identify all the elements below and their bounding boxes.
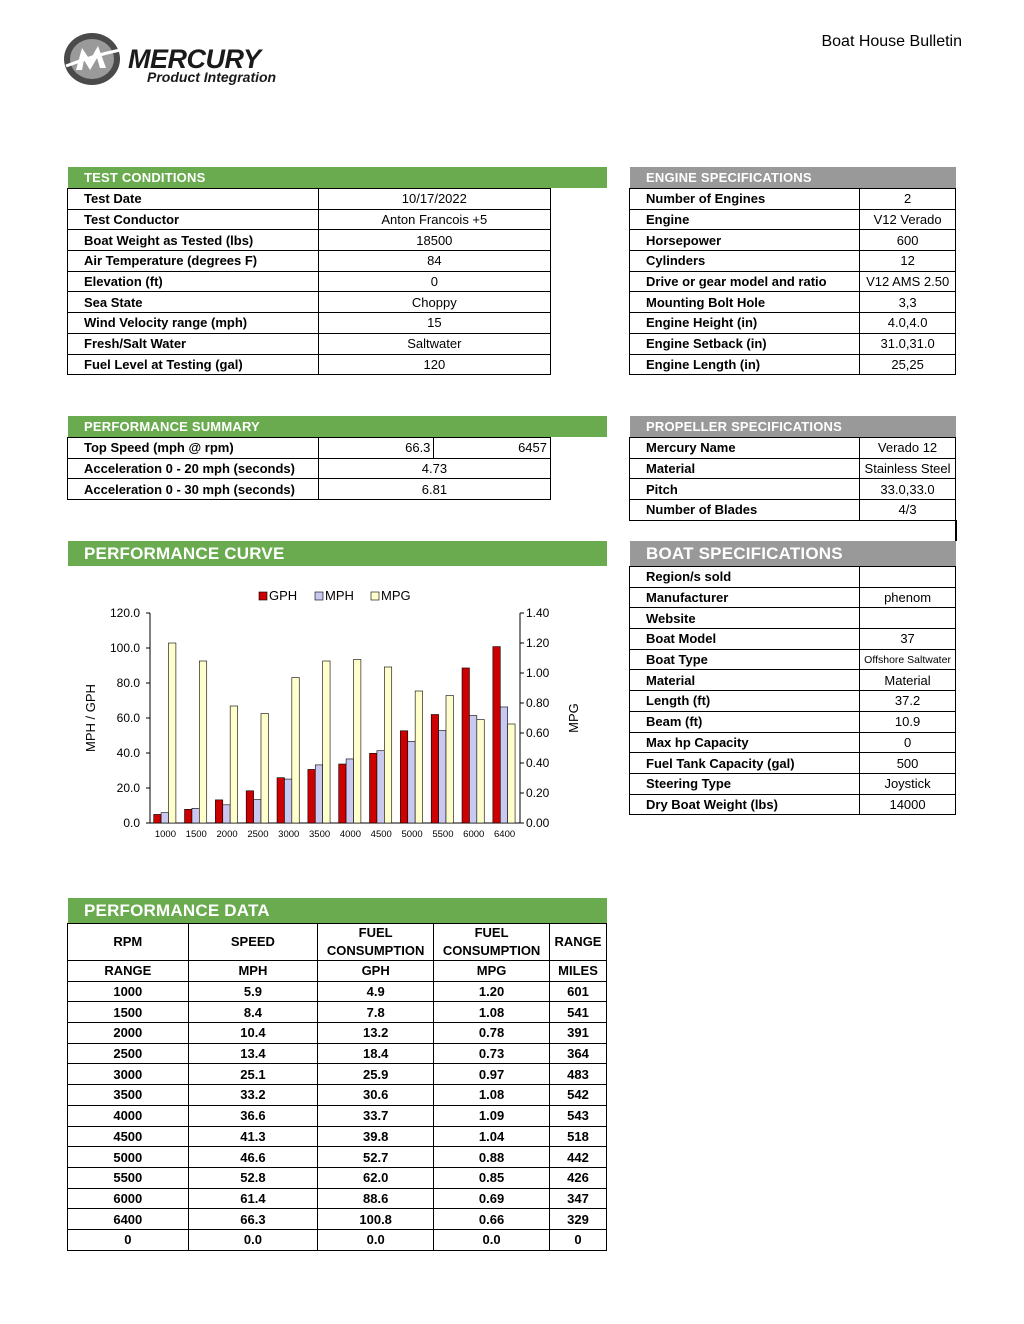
table-row <box>630 753 956 774</box>
cell-speed: 33.2 <box>188 1085 318 1106</box>
cell-range: 426 <box>550 1167 607 1188</box>
x-tick-label: 6400 <box>494 829 516 840</box>
bar-mph <box>223 805 230 823</box>
cell-rpm: 6000 <box>68 1188 189 1209</box>
row-label: Manufacturer <box>630 587 860 608</box>
cell-range: 364 <box>550 1043 607 1064</box>
cell-gph: 100.8 <box>318 1209 434 1230</box>
row-value: 2 <box>860 189 956 210</box>
row-label: Engine Height (in) <box>630 313 860 334</box>
row-value: 33.0,33.0 <box>860 479 956 500</box>
bar-gph <box>154 814 161 823</box>
column-header-speed: SPEED <box>188 924 318 961</box>
table-row <box>68 479 551 500</box>
cell-rpm: 0 <box>68 1229 189 1250</box>
bar-mpg <box>384 667 391 823</box>
bar-mpg <box>354 660 361 824</box>
bar-mpg <box>415 691 422 823</box>
table-row <box>68 189 551 210</box>
bar-mph <box>500 707 507 823</box>
row-value: 120 <box>318 354 550 375</box>
table-row <box>630 354 956 375</box>
column-header-range: RANGE <box>550 924 607 961</box>
cell-gph: 18.4 <box>318 1043 434 1064</box>
cell-range: 0 <box>550 1229 607 1250</box>
row-label: Pitch <box>630 479 860 500</box>
table-row <box>68 1023 607 1044</box>
row-label: Boat Weight as Tested (lbs) <box>68 230 319 251</box>
bar-gph <box>400 731 407 823</box>
row-label: Engine Length (in) <box>630 354 860 375</box>
bar-gph <box>308 769 315 823</box>
row-value: 18500 <box>318 230 550 251</box>
row-value: Joystick <box>860 773 956 794</box>
bar-mpg <box>261 714 268 824</box>
y2-tick-label: 0.40 <box>526 756 550 770</box>
table-row <box>630 333 956 354</box>
table-row <box>68 251 551 272</box>
column-header-fuel-mpg: FUEL CONSUMPTION <box>434 924 550 961</box>
table-row <box>630 649 956 670</box>
row-label: Elevation (ft) <box>68 271 319 292</box>
row-value: phenom <box>860 587 956 608</box>
row-label: Engine Setback (in) <box>630 333 860 354</box>
y-tick-label: 40.0 <box>116 746 140 760</box>
row-label: Dry Boat Weight (lbs) <box>630 794 860 815</box>
cell-rpm: 4500 <box>68 1126 189 1147</box>
performance-curve-header: PERFORMANCE CURVE <box>68 541 607 566</box>
row-label: Boat Model <box>630 629 860 650</box>
unit-header-gph: GPH <box>318 961 434 982</box>
header-row <box>68 924 607 961</box>
cell-rpm: 6400 <box>68 1209 189 1230</box>
legend-swatch-mph <box>315 592 323 600</box>
top-speed-rpm: 6457 <box>434 438 551 459</box>
cell-speed: 52.8 <box>188 1167 318 1188</box>
y2-tick-label: 1.20 <box>526 636 550 650</box>
x-tick-label: 4500 <box>370 829 392 840</box>
row-label: Fresh/Salt Water <box>68 333 319 354</box>
table-row <box>68 1085 607 1106</box>
table-row <box>68 1105 607 1126</box>
table-row <box>630 670 956 691</box>
x-tick-label: 3000 <box>278 829 300 840</box>
table-row <box>630 251 956 272</box>
bar-mpg <box>323 661 330 823</box>
row-value: Verado 12 <box>860 438 956 459</box>
bar-gph <box>431 715 438 824</box>
bar-mph <box>346 759 353 823</box>
row-value: 10/17/2022 <box>318 189 550 210</box>
row-label: Acceleration 0 - 20 mph (seconds) <box>68 458 319 479</box>
bar-mpg <box>169 643 176 823</box>
row-value: 10.9 <box>860 711 956 732</box>
cell-rpm: 3000 <box>68 1064 189 1085</box>
row-label: Fuel Tank Capacity (gal) <box>630 753 860 774</box>
cell-gph: 0.0 <box>318 1229 434 1250</box>
test-conditions-table <box>67 188 551 375</box>
row-value: Material <box>860 670 956 691</box>
unit-header-speed: MPH <box>188 961 318 982</box>
x-tick-label: 6000 <box>463 829 485 840</box>
cell-rpm: 1000 <box>68 981 189 1002</box>
boat-specs-table <box>629 566 956 815</box>
row-label: Material <box>630 458 860 479</box>
row-value <box>860 567 956 588</box>
brand-subtitle: Product Integration <box>147 69 277 85</box>
bar-mph <box>377 751 384 823</box>
table-row <box>68 313 551 334</box>
row-label: Sea State <box>68 292 319 313</box>
cell-mpg: 0.88 <box>434 1147 550 1168</box>
row-value: 0 <box>318 271 550 292</box>
bulletin-title: Boat House Bulletin <box>821 33 962 50</box>
cell-gph: 4.9 <box>318 981 434 1002</box>
cell-mpg: 0.0 <box>434 1229 550 1250</box>
table-row <box>630 732 956 753</box>
y2-tick-label: 0.00 <box>526 816 550 830</box>
bar-mph <box>315 765 322 823</box>
row-label: Beam (ft) <box>630 711 860 732</box>
legend-swatch-mpg <box>371 592 379 600</box>
table-row <box>68 1064 607 1085</box>
bar-mpg <box>292 678 299 824</box>
cell-speed: 36.6 <box>188 1105 318 1126</box>
table-row <box>68 1002 607 1023</box>
cell-gph: 88.6 <box>318 1188 434 1209</box>
cell-mpg: 1.20 <box>434 981 550 1002</box>
unit-header-mpg: MPG <box>434 961 550 982</box>
table-row <box>68 981 607 1002</box>
y-tick-label: 20.0 <box>116 781 140 795</box>
bar-gph <box>493 647 500 823</box>
row-label: Acceleration 0 - 30 mph (seconds) <box>68 479 319 500</box>
top-speed-mph: 66.3 <box>318 438 434 459</box>
row-label: Website <box>630 608 860 629</box>
cell-mpg: 0.97 <box>434 1064 550 1085</box>
x-tick-label: 5500 <box>432 829 454 840</box>
cell-rpm: 2500 <box>68 1043 189 1064</box>
table-row <box>68 209 551 230</box>
cell-range: 543 <box>550 1105 607 1126</box>
row-value: Saltwater <box>318 333 550 354</box>
row-label: Number of Blades <box>630 500 860 521</box>
cell-speed: 13.4 <box>188 1043 318 1064</box>
bar-mpg <box>508 724 515 823</box>
unit-header-miles: MILES <box>550 961 607 982</box>
table-row <box>630 189 956 210</box>
row-value: 0 <box>860 732 956 753</box>
row-value: 4.73 <box>318 458 550 479</box>
cell-speed: 25.1 <box>188 1064 318 1085</box>
row-label: Air Temperature (degrees F) <box>68 251 319 272</box>
row-label: Region/s sold <box>630 567 860 588</box>
row-label: Material <box>630 670 860 691</box>
column-header-rpm: RPM <box>68 924 189 961</box>
table-row <box>630 608 956 629</box>
bar-gph <box>185 809 192 823</box>
performance-chart <box>68 580 608 850</box>
cell-speed: 46.6 <box>188 1147 318 1168</box>
y-tick-label: 100.0 <box>109 641 140 655</box>
cell-gph: 13.2 <box>318 1023 434 1044</box>
legend-label-mph: MPH <box>325 588 354 603</box>
x-tick-label: 5000 <box>401 829 423 840</box>
unit-header-rpm: RANGE <box>68 961 189 982</box>
table-row <box>68 1229 607 1250</box>
row-label: Horsepower <box>630 230 860 251</box>
y-tick-label: 80.0 <box>116 676 140 690</box>
engine-specs-table <box>629 188 956 375</box>
table-row <box>630 773 956 794</box>
table-row <box>630 567 956 588</box>
x-tick-label: 3500 <box>309 829 331 840</box>
row-value: 600 <box>860 230 956 251</box>
row-value: 84 <box>318 251 550 272</box>
y2-tick-label: 0.60 <box>526 726 550 740</box>
bar-mph <box>408 741 415 823</box>
table-row <box>68 1043 607 1064</box>
test-conditions-header: TEST CONDITIONS <box>68 167 607 188</box>
row-value: 3,3 <box>860 292 956 313</box>
table-row <box>68 458 551 479</box>
column-header-fuel-gph: FUEL CONSUMPTION <box>318 924 434 961</box>
cell-rpm: 3500 <box>68 1085 189 1106</box>
table-row <box>630 711 956 732</box>
row-label: Cylinders <box>630 251 860 272</box>
y2-tick-label: 0.20 <box>526 786 550 800</box>
cell-range: 347 <box>550 1188 607 1209</box>
row-label: Test Date <box>68 189 319 210</box>
table-row <box>68 292 551 313</box>
bar-mph <box>439 731 446 823</box>
cell-speed: 0.0 <box>188 1229 318 1250</box>
row-value: Offshore Saltwater <box>860 649 956 670</box>
row-label: Drive or gear model and ratio <box>630 271 860 292</box>
row-label: Top Speed (mph @ rpm) <box>68 438 319 459</box>
table-row <box>68 1209 607 1230</box>
row-label: Fuel Level at Testing (gal) <box>68 354 319 375</box>
bar-mph <box>161 813 168 823</box>
y2-tick-label: 1.40 <box>526 606 550 620</box>
bar-mpg <box>230 706 237 823</box>
row-label: Test Conductor <box>68 209 319 230</box>
table-row <box>68 1126 607 1147</box>
row-value: 4.0,4.0 <box>860 313 956 334</box>
bar-gph <box>215 800 222 823</box>
x-tick-label: 2500 <box>247 829 269 840</box>
bar-mpg <box>199 661 206 823</box>
y-tick-label: 120.0 <box>109 606 140 620</box>
bar-gph <box>339 764 346 823</box>
row-value: V12 AMS 2.50 <box>860 271 956 292</box>
row-label: Mounting Bolt Hole <box>630 292 860 313</box>
cell-rpm: 5000 <box>68 1147 189 1168</box>
propeller-specs-header: PROPELLER SPECIFICATIONS <box>630 416 956 437</box>
table-row <box>630 587 956 608</box>
cell-speed: 5.9 <box>188 981 318 1002</box>
row-label: Number of Engines <box>630 189 860 210</box>
bar-gph <box>370 753 377 823</box>
row-value: 15 <box>318 313 550 334</box>
propeller-specs-table <box>629 437 956 521</box>
y2-axis-title: MPG <box>566 703 581 733</box>
performance-data-table <box>67 923 607 1251</box>
table-row <box>68 1167 607 1188</box>
performance-summary-table <box>67 437 551 500</box>
cell-mpg: 0.85 <box>434 1167 550 1188</box>
table-row <box>630 271 956 292</box>
bar-mph <box>469 716 476 823</box>
cell-range: 442 <box>550 1147 607 1168</box>
cell-range: 483 <box>550 1064 607 1085</box>
bar-mph <box>254 800 261 823</box>
cell-gph: 62.0 <box>318 1167 434 1188</box>
y-tick-label: 60.0 <box>116 711 140 725</box>
cell-range: 601 <box>550 981 607 1002</box>
row-label: Wind Velocity range (mph) <box>68 313 319 334</box>
bar-mph <box>284 779 291 823</box>
x-tick-label: 1000 <box>154 829 176 840</box>
y-tick-label: 0.0 <box>123 816 140 830</box>
cell-range: 541 <box>550 1002 607 1023</box>
cell-mpg: 0.66 <box>434 1209 550 1230</box>
y2-tick-label: 0.80 <box>526 696 550 710</box>
cell-speed: 41.3 <box>188 1126 318 1147</box>
bar-gph <box>246 791 253 823</box>
table-row <box>630 794 956 815</box>
cell-rpm: 4000 <box>68 1105 189 1126</box>
row-value: 37.2 <box>860 691 956 712</box>
cell-mpg: 1.04 <box>434 1126 550 1147</box>
row-value: 4/3 <box>860 500 956 521</box>
table-row <box>68 333 551 354</box>
cell-speed: 10.4 <box>188 1023 318 1044</box>
row-value: V12 Verado <box>860 209 956 230</box>
cell-rpm: 2000 <box>68 1023 189 1044</box>
cell-range: 542 <box>550 1085 607 1106</box>
table-row <box>68 1147 607 1168</box>
header-row <box>68 961 607 982</box>
legend-label-gph: GPH <box>269 588 298 603</box>
table-row <box>630 209 956 230</box>
x-tick-label: 4000 <box>339 829 361 840</box>
cell-gph: 7.8 <box>318 1002 434 1023</box>
row-value: 37 <box>860 629 956 650</box>
table-row <box>630 438 956 459</box>
cell-gph: 30.6 <box>318 1085 434 1106</box>
cell-rpm: 5500 <box>68 1167 189 1188</box>
row-value: 500 <box>860 753 956 774</box>
y-axis-title: MPH / GPH <box>83 684 98 752</box>
brand-name: MERCURY <box>128 44 261 74</box>
row-value: Anton Francois +5 <box>318 209 550 230</box>
cell-mpg: 0.73 <box>434 1043 550 1064</box>
cell-rpm: 1500 <box>68 1002 189 1023</box>
cell-speed: 66.3 <box>188 1209 318 1230</box>
table-row <box>630 500 956 521</box>
x-tick-label: 1500 <box>185 829 207 840</box>
table-row <box>68 354 551 375</box>
legend-label-mpg: MPG <box>381 588 411 603</box>
table-row <box>68 271 551 292</box>
row-value: Stainless Steel <box>860 458 956 479</box>
cell-mpg: 1.09 <box>434 1105 550 1126</box>
cell-mpg: 1.08 <box>434 1002 550 1023</box>
row-value: 6.81 <box>318 479 550 500</box>
performance-data-header: PERFORMANCE DATA <box>68 898 607 923</box>
cell-range: 329 <box>550 1209 607 1230</box>
table-row <box>68 230 551 251</box>
row-value: 25,25 <box>860 354 956 375</box>
table-row <box>630 629 956 650</box>
bar-gph <box>462 668 469 823</box>
cell-mpg: 0.78 <box>434 1023 550 1044</box>
cell-gph: 39.8 <box>318 1126 434 1147</box>
cell-speed: 61.4 <box>188 1188 318 1209</box>
table-row <box>68 1188 607 1209</box>
performance-summary-header: PERFORMANCE SUMMARY <box>68 416 607 437</box>
cell-gph: 25.9 <box>318 1064 434 1085</box>
table-row <box>630 292 956 313</box>
cell-mpg: 0.69 <box>434 1188 550 1209</box>
propeller-spacer-line <box>955 520 957 541</box>
row-label: Steering Type <box>630 773 860 794</box>
table-row <box>630 458 956 479</box>
row-label: Length (ft) <box>630 691 860 712</box>
row-label: Mercury Name <box>630 438 860 459</box>
bar-mpg <box>446 696 453 824</box>
cell-range: 518 <box>550 1126 607 1147</box>
boat-specs-header: BOAT SPECIFICATIONS <box>630 541 956 566</box>
engine-specs-header: ENGINE SPECIFICATIONS <box>630 167 956 188</box>
legend-swatch-gph <box>259 592 267 600</box>
row-value: 12 <box>860 251 956 272</box>
row-label: Max hp Capacity <box>630 732 860 753</box>
table-row <box>630 691 956 712</box>
bar-mpg <box>477 720 484 824</box>
row-value <box>860 608 956 629</box>
cell-mpg: 1.08 <box>434 1085 550 1106</box>
table-row <box>68 438 551 459</box>
bar-mph <box>192 808 199 823</box>
row-value: 31.0,31.0 <box>860 333 956 354</box>
bar-gph <box>277 778 284 823</box>
cell-gph: 33.7 <box>318 1105 434 1126</box>
row-label: Engine <box>630 209 860 230</box>
cell-range: 391 <box>550 1023 607 1044</box>
cell-speed: 8.4 <box>188 1002 318 1023</box>
cell-gph: 52.7 <box>318 1147 434 1168</box>
table-row <box>630 479 956 500</box>
y2-tick-label: 1.00 <box>526 666 550 680</box>
row-label: Boat Type <box>630 649 860 670</box>
x-tick-label: 2000 <box>216 829 238 840</box>
row-value: Choppy <box>318 292 550 313</box>
table-row <box>630 230 956 251</box>
row-value: 14000 <box>860 794 956 815</box>
table-row <box>630 313 956 334</box>
